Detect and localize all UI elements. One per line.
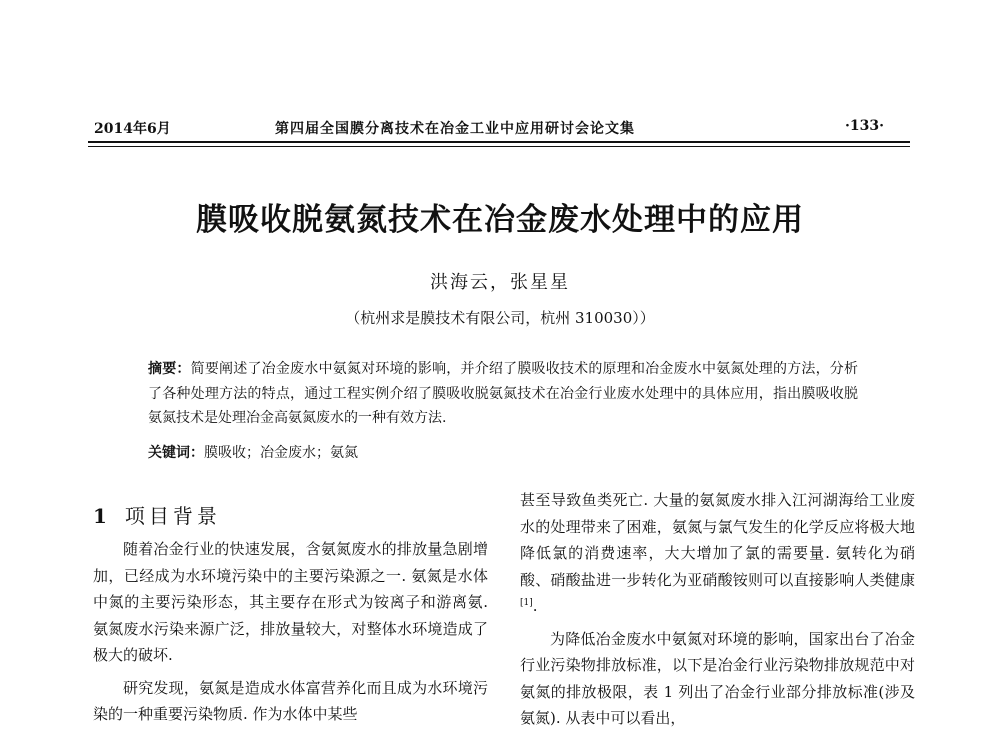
- abstract-text: 简要阐述了冶金废水中氨氮对环境的影响，并介绍了膜吸收技术的原理和冶金废水中氨氮处理的方法，分析了各种处理方法的特点，通过工程实例介绍了膜吸收脱氨氮技术在冶金行业废水处理中的具体应用，指出膜吸收脱氨氮技术是处理冶金高氨氮废水的一种有效方法.: [148, 361, 859, 426]
- body-paragraph: [520, 487, 915, 620]
- keywords: [148, 441, 858, 465]
- paper-title: 膜吸收脱氨氮技术在冶金废水处理中的应用: [196, 202, 804, 238]
- running-header-date: 2014年6月: [94, 121, 171, 137]
- body-column-right: [520, 487, 915, 732]
- header-rule-thin: [88, 146, 910, 147]
- citation-reference[interactable]: [1]: [520, 598, 533, 608]
- sentence-end: .: [532, 597, 538, 615]
- body-paragraph: 为降低冶金废水中氨氮对环境的影响，国家出台了冶金行业污染物排放标准，以下是冶金行业污染物排放规范中对氨氮的排放极限，表 1 列出了冶金行业部分排放标准(涉及氨氮). 从表中可以看出，: [520, 629, 915, 727]
- abstract-label: 摘要：: [148, 361, 191, 377]
- section-heading: [93, 500, 221, 529]
- body-paragraph: 随着冶金行业的快速发展，含氨氮废水的排放量急剧增加，已经成为水环境污染中的主要污染源之一. 氨氮是水体中氮的主要污染形态，其主要存在形式为铵离子和游离氨. 氨氮废水污染来源广泛，排放量较大，对整体水环境造成了极大的破坏.: [93, 540, 488, 664]
- body-column-left: [93, 536, 488, 728]
- body-paragraph: 研究发现，氨氮是造成水体富营养化而且成为水环境污染的一种重要污染物质. 作为水体中某些: [93, 678, 488, 723]
- body-paragraph-text: 甚至导致鱼类死亡. 大量的氨氮废水排入江河湖海给工业废水的处理带来了困难，氨氮与氯气发生的化学反应将极大地降低氯的消费速率，大大增加了氯的需要量. 氨转化为硝酸、硝酸盐进一步转化为亚硝酸铵则可以直接影响人类健康: [520, 491, 915, 589]
- keywords-label: 关键词：: [148, 445, 204, 461]
- running-header-journal: 第四届全国膜分离技术在冶金工业中应用研讨会论文集: [275, 121, 635, 137]
- keywords-text: 膜吸收；冶金废水；氨氮: [204, 445, 358, 461]
- running-header-page-number: ·133·: [845, 118, 884, 134]
- abstract: [148, 357, 858, 431]
- header-rule-thick: [88, 141, 910, 143]
- paper-authors: 洪海云，张星星: [430, 272, 570, 293]
- section-title: 项目背景: [124, 504, 221, 528]
- section-number: 1: [93, 504, 107, 528]
- paper-affiliation: （杭州求是膜技术有限公司，杭州 310030））: [345, 309, 655, 327]
